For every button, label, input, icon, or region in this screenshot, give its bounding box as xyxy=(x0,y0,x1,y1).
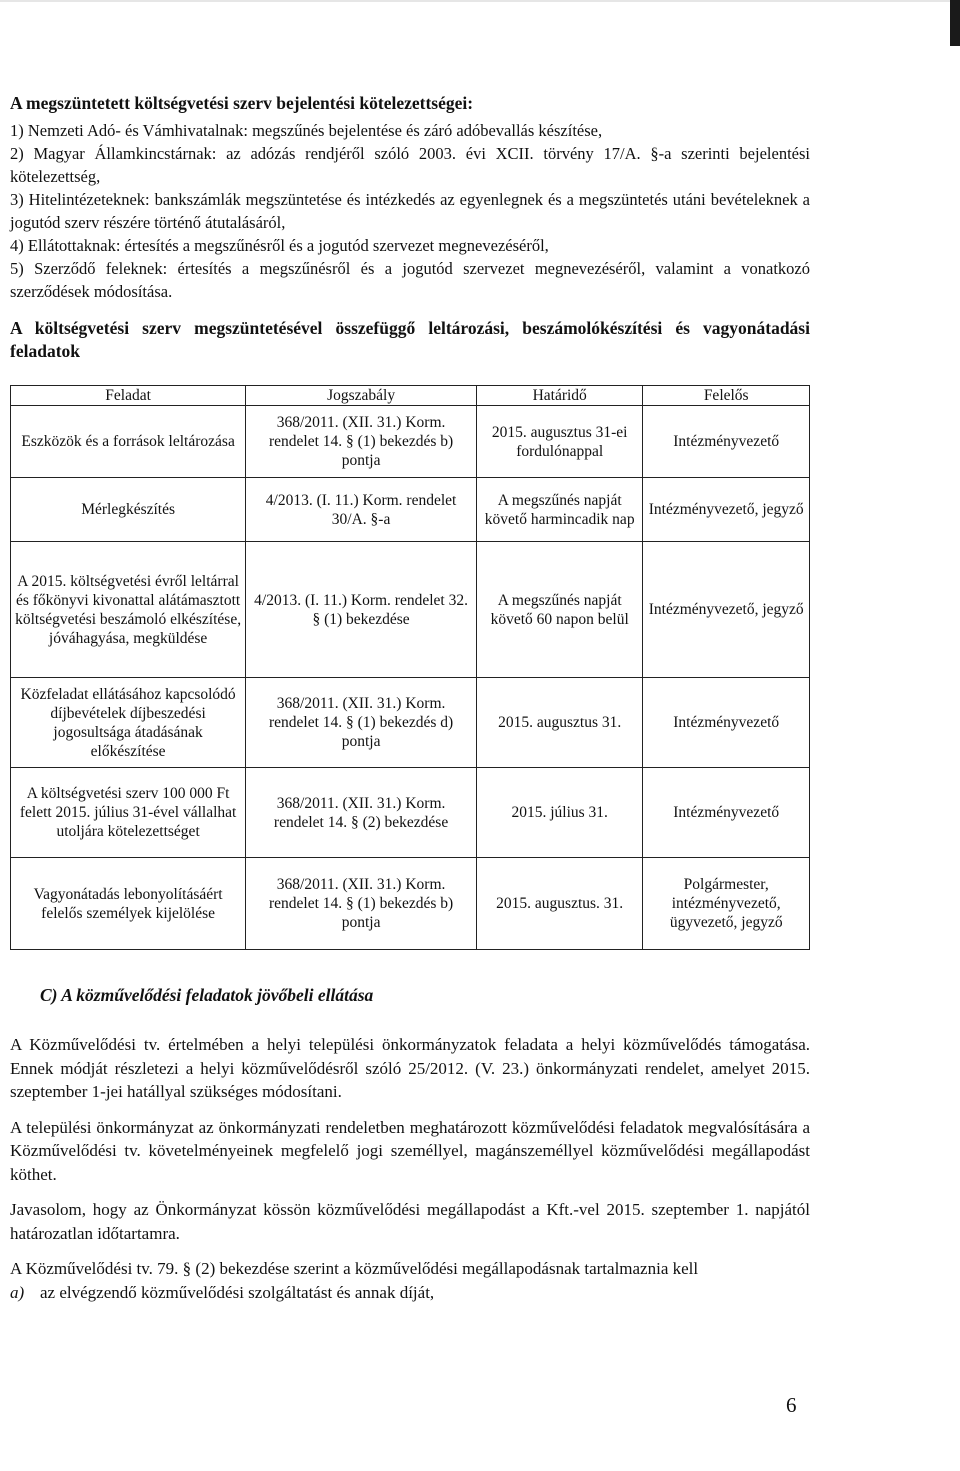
table-row xyxy=(11,858,810,950)
header-jogszabaly: Jogszabály xyxy=(246,386,477,406)
cell-felelos: Intézményvezető xyxy=(643,768,810,858)
table-row xyxy=(11,406,810,478)
cell-feladat: Közfeladat ellátásához kapcsolódó díjbevételek díjbeszedési jogosultsága átadásának előkészítése xyxy=(11,678,246,768)
paragraph: Javasolom, hogy az Önkormányzat kössön közművelődési megállapodást a Kft.-vel 2015. szeptember 1. napjától határozatlan időtartamra. xyxy=(10,1200,810,1243)
cell-hatarido: 2015. augusztus. 31. xyxy=(476,858,642,950)
paragraph: A Közművelődési tv. értelmében a helyi települési önkormányzatok feladata a helyi közművelődés támogatása. Ennek módját részletezi a helyi közművelődésről szóló 25/2012. (V. 23.) önkormányzati rendelet, amelyet 2015. szeptember 1-jei hatállyal szükséges módosítani. xyxy=(10,1035,810,1101)
cell-jogszabaly: 4/2013. (I. 11.) Korm. rendelet 30/A. §-a xyxy=(246,478,477,542)
table-row xyxy=(11,478,810,542)
cell-felelos: Intézményvezető, jegyző xyxy=(643,478,810,542)
table-row xyxy=(11,768,810,858)
list-item xyxy=(10,1281,810,1305)
cell-felelos: Intézményvezető xyxy=(643,406,810,478)
cell-felelos: Intézményvezető xyxy=(643,678,810,768)
obligation-item: 1) Nemzeti Adó- és Vámhivatalnak: megszűnés bejelentése és záró adóbevallás készítése, xyxy=(10,121,603,140)
cell-hatarido: A megszűnés napját követő harmincadik nap xyxy=(476,478,642,542)
tasks-table xyxy=(10,385,810,950)
cell-feladat: Mérlegkészítés xyxy=(11,478,246,542)
header-felelos: Felelős xyxy=(643,386,810,406)
cell-jogszabaly: 4/2013. (I. 11.) Korm. rendelet 32. § (1) bekezdése xyxy=(246,542,477,678)
cell-jogszabaly: 368/2011. (XII. 31.) Korm. rendelet 14. § (1) bekezdés d) pontja xyxy=(246,678,477,768)
cell-hatarido: A megszűnés napját követő 60 napon belül xyxy=(476,542,642,678)
cell-hatarido: 2015. július 31. xyxy=(476,768,642,858)
table-header-row xyxy=(11,386,810,406)
paragraph: A Közművelődési tv. 79. § (2) bekezdése szerint a közművelődési megállapodásnak tartalmaznia kell xyxy=(10,1259,699,1278)
cell-feladat: A 2015. költségvetési évről leltárral és főkönyvi kivonattal alátámasztott költségvetési beszámoló elkészítése, jóváhagyása, megküldése xyxy=(11,542,246,678)
list-marker: a) xyxy=(10,1282,25,1302)
obligations-heading: A megszüntetett költségvetési szerv bejelentési kötelezettségei: xyxy=(10,93,474,113)
obligation-item: 5) Szerződő feleknek: értesítés a megszűnésről és a jogutód szervezet megnevezéséről, valamint a vonatkozó szerződések módosítása. xyxy=(10,259,810,301)
list-item-text: az elvégzendő közművelődési szolgáltatást és annak díját, xyxy=(40,1282,435,1302)
obligation-item: 3) Hitelintézeteknek: bankszámlák megszüntetése és intézkedés az egyenlegnek és a megszüntetés utáni bevételeknek a jogutód szerv részére történő átutalásáról, xyxy=(10,190,810,232)
paragraph: A települési önkormányzat az önkormányzati rendeletben meghatározott közművelődési feladatok megvalósítására a Közművelődési tv. követelményeinek megfelelő jogi személlyel, magánszeméllyel közművelődési megállapodást köthet. xyxy=(10,1117,810,1184)
cell-hatarido: 2015. augusztus 31. xyxy=(476,678,642,768)
document-page xyxy=(10,92,810,1304)
cell-hatarido: 2015. augusztus 31-ei fordulónappal xyxy=(476,406,642,478)
cell-jogszabaly: 368/2011. (XII. 31.) Korm. rendelet 14. § (2) bekezdése xyxy=(246,768,477,858)
section-c-heading: C) A közművelődési feladatok jövőbeli ellátása xyxy=(40,985,374,1005)
table-row xyxy=(11,542,810,678)
header-hatarido: Határidő xyxy=(476,386,642,406)
obligation-item: 2) Magyar Államkincstárnak: az adózás rendjéről szóló 2003. évi XCII. törvény 17/A. §-a szerinti bejelentési kötelezettség, xyxy=(10,144,810,186)
obligation-item: 4) Ellátottaknak: értesítés a megszűnésről és a jogutód szervezet megnevezéséről, xyxy=(10,236,549,255)
header-feladat: Feladat xyxy=(11,386,246,406)
cell-jogszabaly: 368/2011. (XII. 31.) Korm. rendelet 14. § (1) bekezdés b) pontja xyxy=(246,406,477,478)
page-number: 6 xyxy=(786,1393,797,1417)
cell-feladat: A költségvetési szerv 100 000 Ft felett 2015. július 31-ével vállalhat utoljára kötelezettséget xyxy=(11,768,246,858)
cell-jogszabaly: 368/2011. (XII. 31.) Korm. rendelet 14. § (1) bekezdés b) pontja xyxy=(246,858,477,950)
cell-feladat: Vagyonátadás lebonyolításáért felelős személyek kijelölése xyxy=(11,858,246,950)
scan-edge-mark xyxy=(950,0,960,46)
cell-felelos: Intézményvezető, jegyző xyxy=(643,542,810,678)
table-section-heading: A költségvetési szerv megszüntetésével összefüggő leltározási, beszámolókészítési és vagyonátadási feladatok xyxy=(10,318,810,361)
top-scan-rule xyxy=(0,0,960,2)
obligations-list xyxy=(10,119,810,303)
cell-felelos: Polgármester, intézményvezető, ügyvezető, jegyző xyxy=(643,858,810,950)
table-row xyxy=(11,678,810,768)
cell-feladat: Eszközök és a források leltározása xyxy=(11,406,246,478)
